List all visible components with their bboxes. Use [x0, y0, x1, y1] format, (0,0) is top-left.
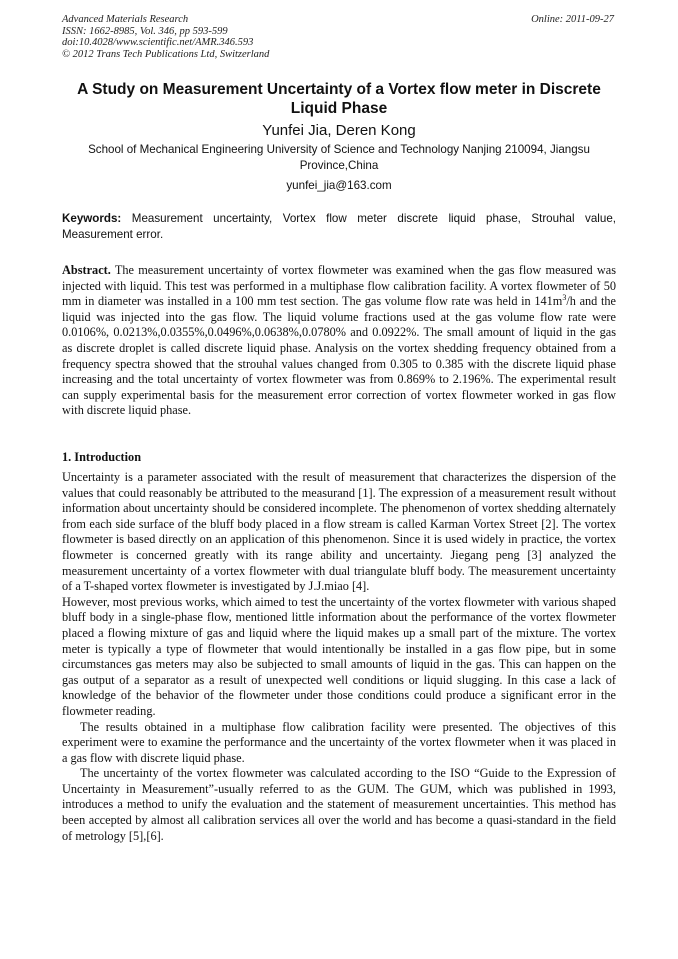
intro-paragraph-3: The results obtained in a multiphase flow calibration facility were presented. The objectives of this experiment were to examine the performance and the uncertainty of the vortex flowmeter when it was placed in a gas flow with discrete liquid phase. — [62, 719, 616, 765]
intro-paragraph-4: The uncertainty of the vortex flowmeter was calculated according to the ISO “Guide to the Expression of Uncertainty in Measurement”-usually referred to as the GUM. The GUM, which was published in 1993, introduces a method to unify the evaluation and the statement of measurement uncertainties. This method has been accepted by almost all calibration services all over the world and has become a quasi-standard in the field of metrology [5],[6]. — [62, 766, 616, 843]
keywords-block — [62, 211, 616, 242]
abstract-superscript: 3 — [562, 293, 567, 303]
intro-paragraph-2: However, most previous works, which aimed to test the uncertainty of the vortex flowmeter with various shaped bluff body in a single-phase flow, mentioned little information about the performance of the vortex flowmeter placed a flowing mixture of gas and liquid where the liquid makes up a small part of the mixture. The vortex meter is typically a type of flowmeter that would intentionally be installed in a gas flow pipe, but in some circumstances gas meters may also be subjected to small amounts of liquid in the gas. This can happen on the gas output of a separator as a result of unexpected well conditions or liquid slugging. In this case a lack of knowledge of the behavior of the flowmeter under those conditions could produce a significant error in the flowmeter reading. — [62, 594, 616, 718]
keywords-label: Keywords: — [62, 212, 122, 225]
intro-paragraph-1: Uncertainty is a parameter associated with the result of measurement that characterizes the dispersion of the values that could reasonably be attributed to the measurand [1]. The expression of a measurement result without information about uncertainty should be considered incomplete. The phenomenon of vortex shedding alternately from each side surface of the bluff body placed in a flow stream is called Karman Vortex Street [2]. The vortex flowmeter is based directly on an application of this phenomenon. Since it is used widely in practice, the vortex flowmeter is concerned greatly with its range ability and uncertainty. Jiegang peng [3] analyzed the measurement uncertainty of a vortex flowmeter with dual triangulate bluff body. The measurement uncertainty of a T-shaped vortex flowmeter is investigated by J.J.miao [4]. — [62, 470, 616, 594]
paper-title: A Study on Measurement Uncertainty of a Vortex flow meter in Discrete Liquid Phase — [77, 81, 601, 117]
journal-copyright: © 2012 Trans Tech Publications Ltd, Switzerland — [62, 48, 270, 60]
abstract-text-part2: /h and the liquid was injected into the gas flow. The liquid volume fractions used at the gas volume flow rate were 0.0106%, 0.0213%,0.0355%,0.0496%,0.0638%,0.0780% and 0.0922%. The small amount of liquid in the gas as discrete droplet is called discrete liquid phase. Analysis on the vortex shedding frequency obtained from a frequency spectra showed that the strouhal values changed from 0.305 to 0.385 with the discrete liquid phase increasing and the total uncertainty of vortex flowmeter was from 0.869% to 2.196%. The experimental result can supply experimental basis for the measurement error correction of vortex flowmeter worked in gas flow with discrete liquid phase. — [62, 294, 616, 418]
journal-issn: ISSN: 1662-8985, Vol. 346, pp 593-599 — [62, 25, 228, 37]
keywords-text: Measurement uncertainty, Vortex flow meter discrete liquid phase, Strouhal value, Measurement error. — [62, 212, 616, 241]
journal-header — [62, 14, 269, 60]
introduction-body — [62, 470, 616, 844]
author-affiliation: School of Mechanical Engineering University of Science and Technology Nanjing 210094, Jiangsu Province,China — [88, 143, 590, 172]
paper-authors: Yunfei Jia, Deren Kong — [262, 122, 416, 139]
abstract-label: Abstract. — [62, 263, 111, 277]
abstract-text-part1: The measurement uncertainty of vortex flowmeter was examined when the gas flow measured was injected with liquid. This test was performed in a multiphase flow calibration facility. A vortex flowmeter of 50 mm in diameter was installed in a 100 mm test section. The gas volume flow rate was held in 141m — [62, 263, 616, 309]
journal-name: Advanced Materials Research — [62, 14, 189, 25]
online-date: Online: 2011-09-27 — [531, 14, 614, 25]
abstract-block — [62, 263, 616, 419]
section-heading-introduction: 1. Introduction — [62, 450, 142, 464]
journal-doi: doi:10.4028/www.scientific.net/AMR.346.593 — [62, 37, 254, 48]
author-email: yunfei_jia@163.com — [286, 179, 392, 192]
